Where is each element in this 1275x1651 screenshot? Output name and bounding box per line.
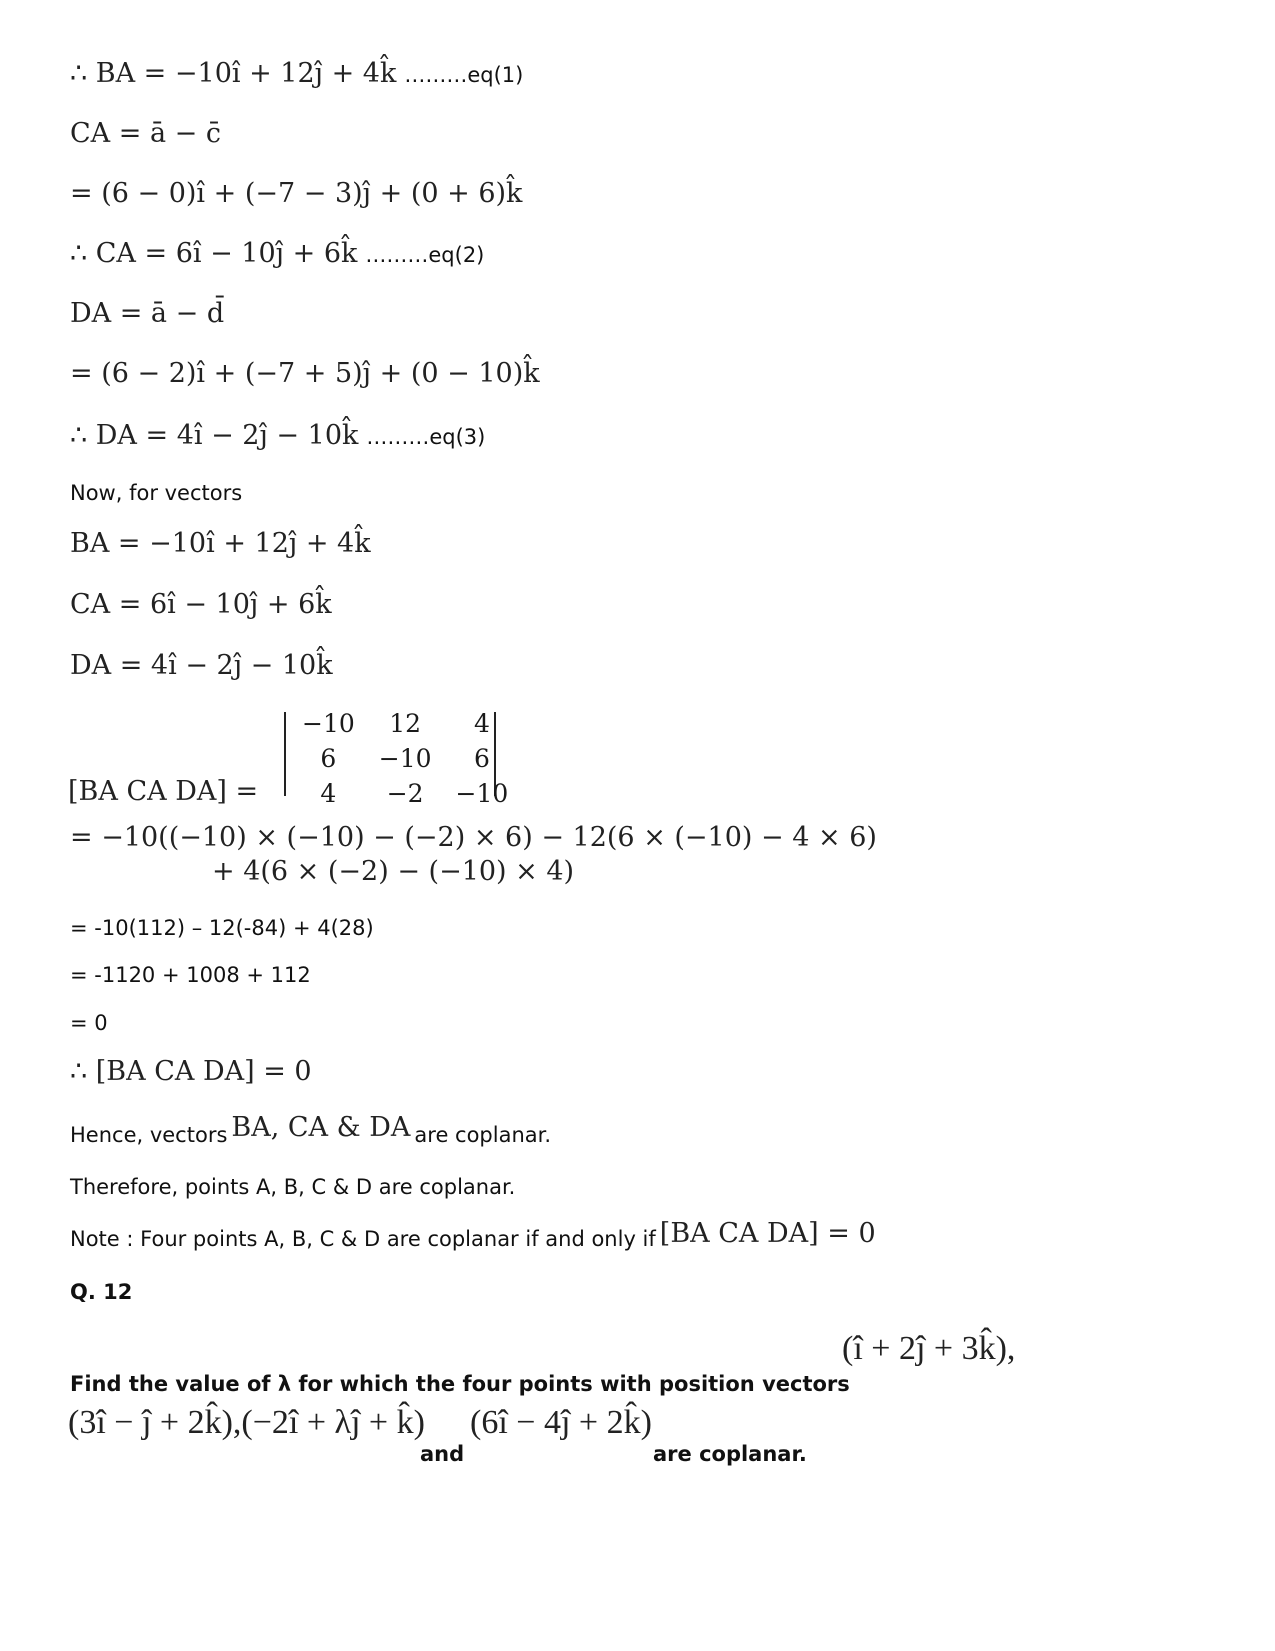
line-ca-expand: = (6 − 0)î + (−7 − 3)ĵ + (0 + 6)k̂ bbox=[70, 178, 523, 209]
matrix-row bbox=[290, 776, 520, 811]
question-vector-4: (6î − 4ĵ + 2k̂) bbox=[470, 1404, 652, 1441]
expansion-line-1: = −10((−10) × (−10) − (−2) × 6) − 12(6 × (−10) − 4 × 6) bbox=[70, 822, 877, 853]
hence-text: Hence, vectors bbox=[70, 1123, 228, 1147]
determinant-matrix bbox=[290, 706, 520, 811]
note-line bbox=[70, 1218, 876, 1253]
step-2: = -1120 + 1008 + 112 bbox=[70, 963, 311, 987]
eq3-label: ………eq(3) bbox=[366, 425, 486, 449]
vector-da: DA = 4î − 2ĵ − 10k̂ bbox=[70, 650, 333, 681]
hence-coplanar: are coplanar. bbox=[414, 1123, 552, 1147]
matrix-cell: −10 bbox=[378, 744, 432, 773]
line-ba-result bbox=[70, 58, 523, 89]
matrix-cell: −10 bbox=[455, 779, 509, 808]
vector-ca: CA = 6î − 10ĵ + 6k̂ bbox=[70, 589, 332, 620]
vector-ba: BA = −10î + 12ĵ + 4k̂ bbox=[70, 528, 371, 559]
matrix-cell: 4 bbox=[320, 779, 337, 808]
question-number: Q. 12 bbox=[70, 1280, 133, 1304]
determinant-bar-left bbox=[284, 712, 286, 796]
hence-vectors: BA, CA & DA bbox=[231, 1112, 411, 1143]
step-3: = 0 bbox=[70, 1011, 108, 1035]
matrix-cell: 6 bbox=[473, 744, 490, 773]
line-da-def: DA = ā − d̄ bbox=[70, 298, 225, 329]
expansion-line-2: + 4(6 × (−2) − (−10) × 4) bbox=[212, 856, 575, 887]
ca-equation: ∴ CA = 6î − 10ĵ + 6k̂ bbox=[70, 238, 358, 269]
matrix-cell: −2 bbox=[386, 779, 424, 808]
scalar-triple-zero: ∴ [BA CA DA] = 0 bbox=[70, 1056, 312, 1087]
line-da-result bbox=[70, 420, 485, 451]
hence-line bbox=[70, 1112, 552, 1149]
eq2-label: ………eq(2) bbox=[365, 243, 485, 267]
therefore-line: Therefore, points A, B, C & D are coplanar. bbox=[70, 1175, 516, 1199]
question-vectors-2-3: (3î − ĵ + 2k̂),(−2î + λĵ + k̂) bbox=[68, 1404, 425, 1441]
question-text: Find the value of λ for which the four points with position vectors bbox=[70, 1372, 850, 1396]
matrix-cell: 12 bbox=[389, 709, 422, 738]
line-da-expand: = (6 − 2)î + (−7 + 5)ĵ + (0 − 10)k̂ bbox=[70, 358, 540, 389]
matrix-row bbox=[290, 741, 520, 776]
matrix-cell: 4 bbox=[473, 709, 490, 738]
eq1-label: ………eq(1) bbox=[404, 63, 524, 87]
question-tail: are coplanar. bbox=[653, 1442, 807, 1466]
note-condition: [BA CA DA] = 0 bbox=[659, 1218, 876, 1249]
matrix-cell: −10 bbox=[302, 709, 355, 738]
line-ca-result bbox=[70, 238, 484, 269]
question-vector-1: (î + 2ĵ + 3k̂), bbox=[842, 1330, 1016, 1367]
matrix-cell: 6 bbox=[320, 744, 337, 773]
matrix-row bbox=[290, 706, 520, 741]
da-equation: ∴ DA = 4î − 2ĵ − 10k̂ bbox=[70, 420, 359, 451]
now-for-vectors: Now, for vectors bbox=[70, 481, 243, 505]
determinant-label: [BA CA DA] = bbox=[68, 776, 259, 807]
note-text: Note : Four points A, B, C & D are coplanar if and only if bbox=[70, 1227, 656, 1251]
step-1: = -10(112) – 12(-84) + 4(28) bbox=[70, 916, 374, 940]
line-ca-def: CA = ā − c̄ bbox=[70, 118, 221, 149]
question-and: and bbox=[420, 1442, 465, 1466]
ba-equation: ∴ BA = −10î + 12ĵ + 4k̂ bbox=[70, 58, 397, 89]
